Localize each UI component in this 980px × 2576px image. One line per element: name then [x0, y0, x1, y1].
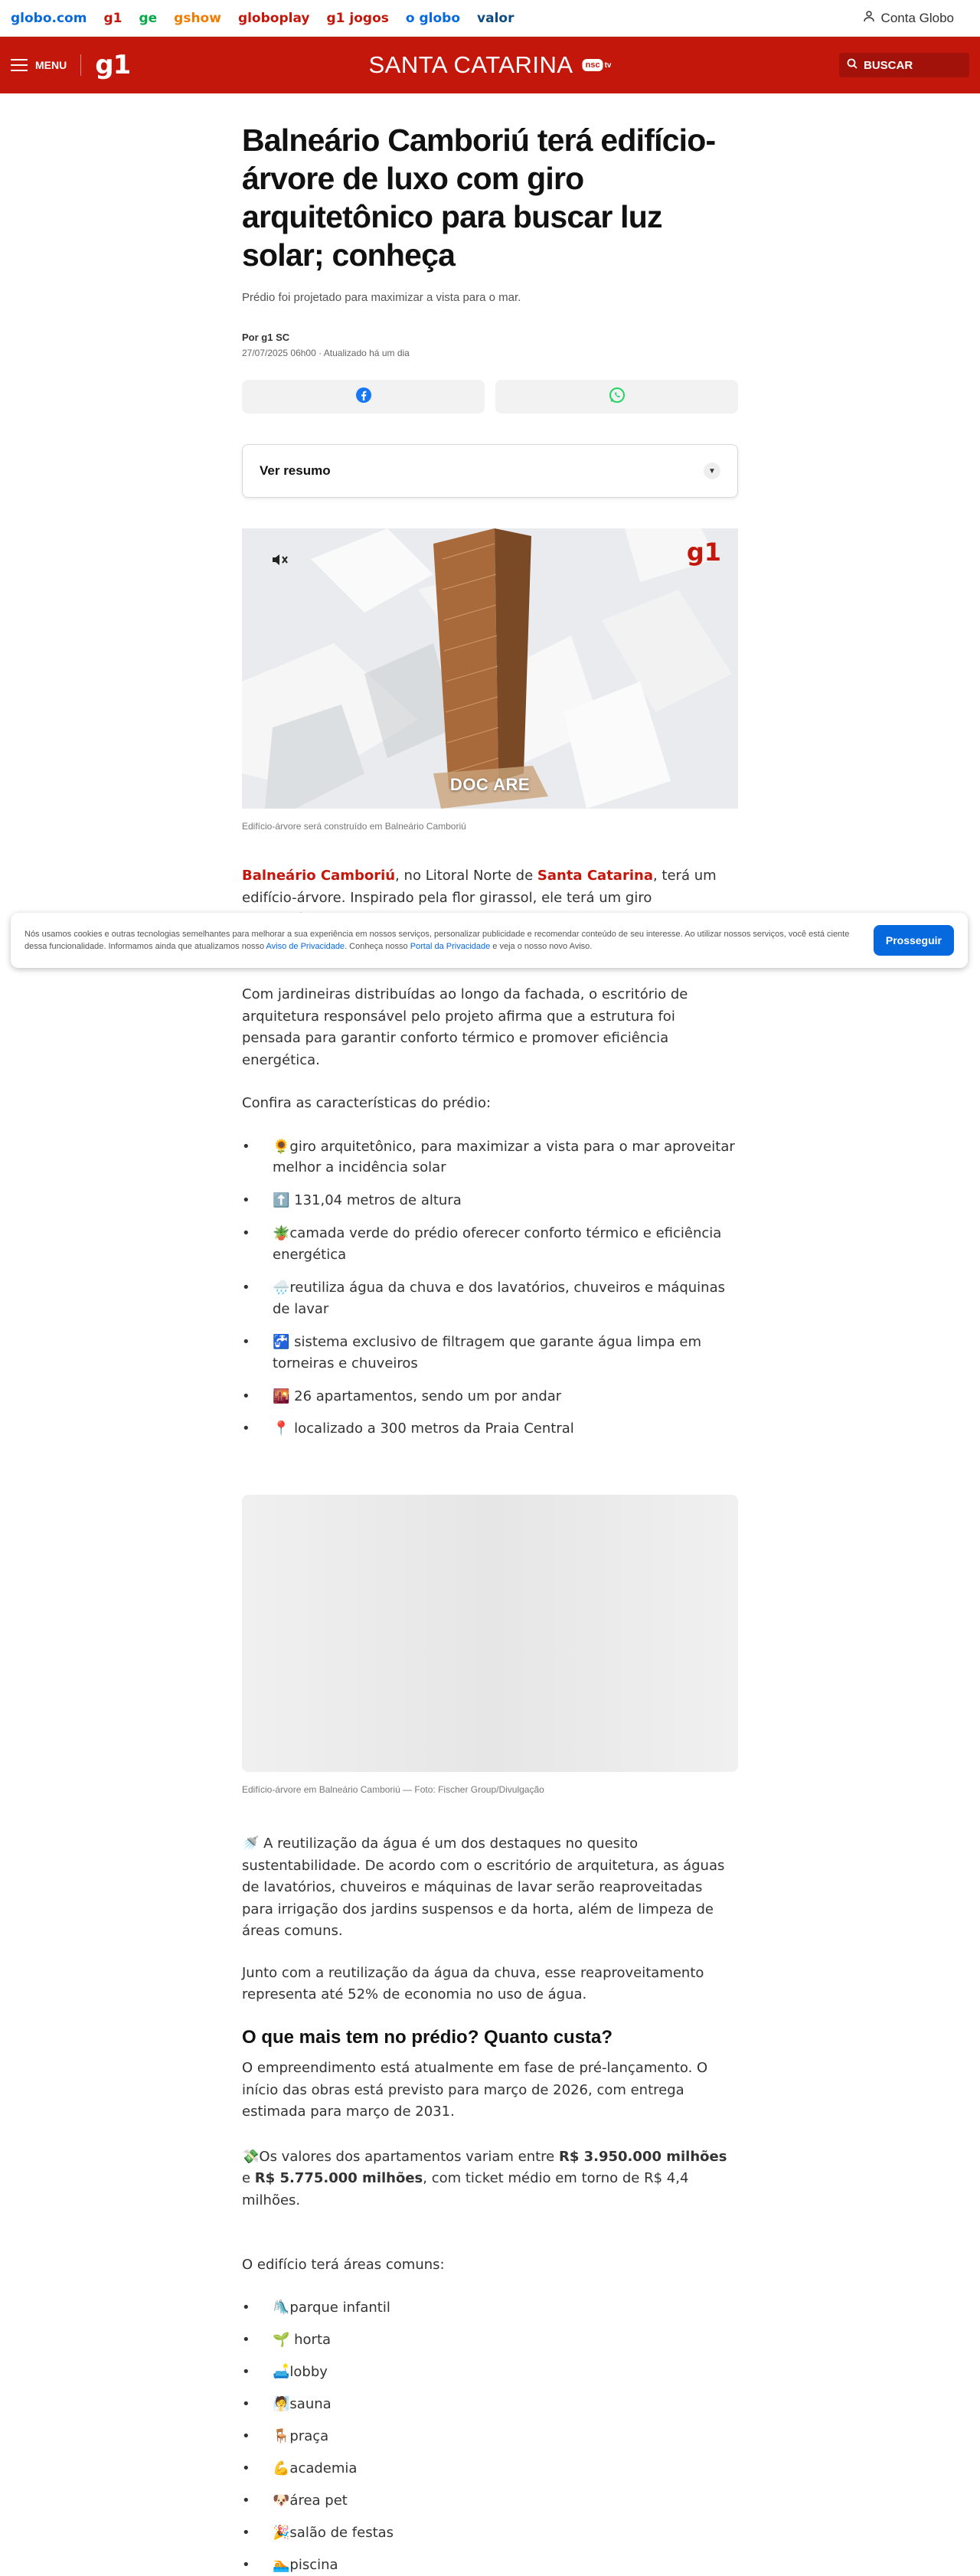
proceed-button[interactable]: Prosseguir	[874, 925, 954, 956]
text-span: , com ticket médio em torno de R$ 4,4 milhões.	[242, 2170, 689, 2208]
search-label: BUSCAR	[864, 58, 913, 72]
globo-link-gshow[interactable]: gshow	[174, 10, 221, 26]
article-date: 27/07/2025 06h00 · Atualizado há um dia	[242, 348, 410, 359]
globo-link-globoplay[interactable]: globoplay	[237, 10, 310, 26]
text-span: . Conheça nosso	[345, 942, 410, 951]
list-item: • 🛝parque infantil	[242, 2297, 738, 2319]
list-item: • 🪑praça	[242, 2426, 738, 2447]
list-item: • 🌧️reutiliza água da chuva e dos lavatórios, chuveiros e máquinas de lavar	[242, 1277, 738, 1320]
search-icon	[847, 58, 858, 72]
video-watermark: DOC ARE	[449, 775, 531, 795]
globo-link-g1-jogos[interactable]: g1 jogos	[326, 10, 389, 26]
cookie-banner	[11, 913, 968, 968]
article-byline: Por g1 SC	[242, 332, 290, 344]
building-render-image	[242, 528, 738, 809]
facebook-icon	[355, 387, 372, 407]
globo-link-g1[interactable]: g1	[103, 10, 122, 26]
summary-toggle[interactable]	[242, 444, 738, 498]
chevron-down-icon: ▼	[704, 463, 720, 479]
video-player[interactable]	[242, 528, 738, 809]
list-item: • 🎉salão de festas	[242, 2522, 738, 2544]
g1-logo[interactable]: g1	[95, 50, 131, 80]
list-item: • 📍 localizado a 300 metros da Praia Central	[242, 1418, 738, 1440]
whatsapp-icon	[609, 387, 626, 407]
paragraph	[242, 2146, 738, 2212]
article-body	[242, 865, 738, 2575]
article-title: Balneário Camboriú terá edifício-árvore de luxo com giro arquitetônico para buscar luz solar; conheça	[242, 123, 716, 273]
privacy-portal-link[interactable]: Portal da Privacidade	[410, 942, 491, 951]
paragraph: 🚿 A reutilização da água é um dos destaques no quesito sustentabilidade. De acordo com o escritório de arquitetura, as águas de lavatórios, chuveiros e máquinas de lavar serão reaproveitadas para irrigação dos jardins suspensos e da horta, além de limpeza de áreas comuns.	[242, 1836, 725, 1940]
list-item: • 🪴camada verde do prédio oferecer conforto térmico e eficiência energética	[242, 1223, 738, 1266]
paragraph: Confira as características do prédio:	[242, 1095, 492, 1112]
list-item: • 🧖sauna	[242, 2394, 738, 2415]
paragraph: O empreendimento está atualmente em fase de pré-lançamento. O início das obras está previsto para março de 2026, com entrega estimada para março de 2031.	[242, 2060, 708, 2120]
share-facebook-button[interactable]	[242, 380, 485, 414]
features-list	[242, 1136, 738, 1440]
list-item: • 🌇 26 apartamentos, sendo um por andar	[242, 1386, 738, 1407]
list-item: • ⬆️ 131,04 metros de altura	[242, 1190, 738, 1211]
globo-link-valor[interactable]: valor	[477, 10, 514, 26]
privacy-notice-link[interactable]: Aviso de Privacidade	[266, 942, 345, 951]
list-item: • 🏊piscina	[242, 2555, 738, 2576]
list-item: • 💪academia	[242, 2458, 738, 2480]
areas-list	[242, 2297, 738, 2575]
globo-network-links	[11, 11, 514, 26]
text-span: 💸Os valores dos apartamentos variam entre	[242, 2148, 559, 2165]
price-min: R$ 3.950.000 milhões	[558, 2148, 727, 2165]
text-span: Nós usamos cookies e outras tecnologias semelhantes para melhorar a sua experiência em nossos serviços, personalizar publicidade e recomendar conteúdo de seu interesse. Ao utilizar nossos serviços, você está ciente dessa funcionalidade. Informamos ainda que atualizamos nosso	[24, 929, 850, 951]
list-item: • 🚰 sistema exclusivo de filtragem que garante água limpa em torneiras e chuveiros	[242, 1332, 738, 1375]
list-item: • 🌱 horta	[242, 2329, 738, 2351]
globo-link-o-globo[interactable]: o globo	[405, 10, 461, 26]
g1-watermark: g1	[686, 538, 721, 567]
cookie-text	[24, 928, 867, 953]
menu-button[interactable]	[11, 59, 67, 71]
list-item: • 🐶área pet	[242, 2490, 738, 2512]
summary-label: Ver resumo	[260, 463, 331, 479]
text-span: e veja o nosso novo Aviso.	[490, 942, 593, 951]
article	[242, 93, 738, 2576]
paragraph: O edifício terá áreas comuns:	[242, 2257, 445, 2274]
article-subtitle: Prédio foi projetado para maximizar a vista para o mar.	[242, 291, 521, 305]
globo-link-ge[interactable]: ge	[139, 10, 158, 26]
paragraph: Com jardineiras distribuídas ao longo da fachada, o escritório de arquitetura responsável pelo projeto afirma que a estrutura foi pensada para garantir conforto térmico e promover eficiência energética.	[242, 986, 688, 1068]
edition-title[interactable]	[369, 51, 612, 79]
search-input[interactable]	[839, 53, 969, 77]
text-span: , terá um edifício-árvore. Inspirado pela flor girassol, ele terá um giro	[242, 868, 717, 906]
list-item: • 🌻giro arquitetônico, para maximizar a vista para o mar aproveitar melhor a incidência solar	[242, 1136, 738, 1179]
article-photo[interactable]	[242, 1495, 738, 1772]
globo-link-globo.com[interactable]: globo.com	[11, 10, 87, 26]
header-divider	[80, 54, 81, 76]
nsc-tv-logo: nsc tv	[583, 59, 612, 71]
menu-label: MENU	[35, 59, 67, 71]
text-span: , no Litoral Norte de	[395, 868, 537, 884]
hamburger-icon	[11, 59, 28, 71]
photo-caption: Edifício-árvore em Balneário Camboriú — Foto: Fischer Group/Divulgação	[242, 1784, 544, 1796]
section-heading: O que mais tem no prédio? Quanto custa?	[242, 2027, 613, 2048]
globo-top-bar	[0, 0, 980, 37]
link-santa-catarina[interactable]: Santa Catarina	[537, 868, 653, 884]
edition-name: SANTA CATARINA	[368, 51, 573, 78]
price-max: R$ 5.775.000 milhões	[254, 2170, 423, 2187]
share-whatsapp-button[interactable]	[495, 380, 738, 414]
video-caption: Edifício-árvore será construído em Balneário Camboriú	[242, 821, 466, 832]
link-balneario-camboriu[interactable]: Balneário Camboriú	[242, 868, 396, 884]
site-header	[0, 37, 980, 93]
share-bar	[242, 380, 738, 414]
paragraph: Junto com a reutilização da água da chuva, esse reaproveitamento representa até 52% de economia no uso de água.	[242, 1964, 704, 2002]
account-link[interactable]	[863, 10, 954, 26]
user-icon	[863, 10, 875, 26]
account-label: Conta Globo	[880, 10, 954, 25]
list-item: • 🛋️lobby	[242, 2362, 738, 2383]
text-span: e	[242, 2170, 255, 2187]
